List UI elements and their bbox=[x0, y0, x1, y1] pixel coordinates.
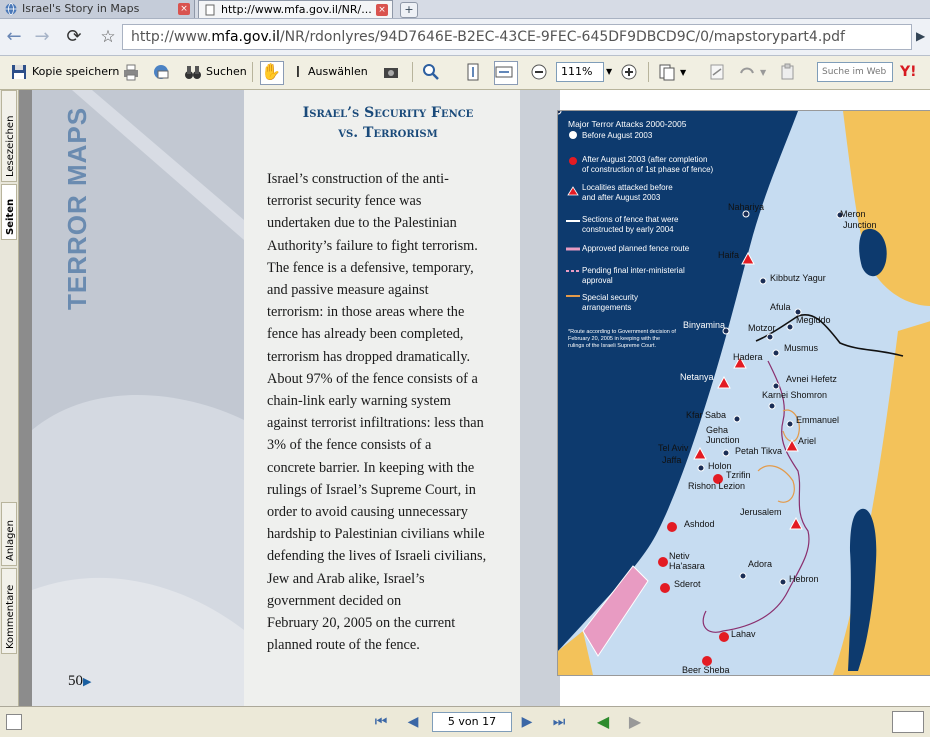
last-page-button[interactable]: ⏭ bbox=[552, 714, 566, 730]
zoom-out-button[interactable] bbox=[530, 62, 552, 82]
print-button[interactable] bbox=[122, 62, 144, 82]
map-place-label: Megiddo bbox=[796, 315, 831, 325]
map-place-label: Afula bbox=[770, 302, 791, 312]
binoculars-icon bbox=[184, 63, 202, 81]
attack-after-2003-marker bbox=[667, 522, 677, 532]
legend-after-2003-note: of construction of 1st phase of fence) bbox=[582, 165, 714, 174]
body-text-line: terrorism has dropped dramatically. bbox=[267, 348, 471, 365]
map-place-label: Geha bbox=[706, 425, 729, 435]
panel-toggle-icon[interactable] bbox=[6, 714, 22, 730]
map-place-label: Tel Aviv bbox=[658, 443, 689, 453]
map-place-label: Meron bbox=[840, 209, 866, 219]
body-text-line: and passive measure against bbox=[267, 282, 429, 299]
map-place-label: Lahav bbox=[731, 629, 756, 639]
body-text-line: chain-link early warning system bbox=[267, 393, 451, 410]
sign-document-icon bbox=[708, 63, 726, 81]
map-footnote-3: rulings of the Israeli Supreme Court. bbox=[568, 343, 657, 349]
attack-before-2003-marker bbox=[787, 421, 793, 427]
review-button[interactable]: ▼ bbox=[738, 62, 766, 82]
page-title bbox=[260, 103, 516, 143]
legend-fence-constructed: Sections of fence that were bbox=[582, 215, 679, 224]
body-text-line: planned route of the fence. bbox=[267, 637, 420, 654]
map-place-label: Tzrifin bbox=[726, 470, 751, 480]
map-place-label: Hebron bbox=[789, 574, 819, 584]
clipboard-icon bbox=[778, 63, 796, 81]
attack-before-2003-marker bbox=[773, 350, 779, 356]
zoom-level-field[interactable]: 111% bbox=[556, 62, 604, 82]
map-place-label: Motzor bbox=[748, 323, 776, 333]
document-viewport[interactable] bbox=[19, 90, 930, 706]
web-search-input[interactable]: Suche im Web bbox=[817, 62, 893, 82]
next-page-button[interactable]: ▶ bbox=[521, 714, 533, 730]
body-text-line: order to avoid causing unnecessary bbox=[267, 504, 468, 521]
close-tab-icon[interactable]: × bbox=[178, 3, 190, 15]
map-place-label: Jaffa bbox=[662, 455, 682, 465]
go-arrow-icon[interactable]: ▶ bbox=[916, 29, 926, 43]
map-place-label: Musmus bbox=[784, 343, 819, 353]
attack-before-2003-marker bbox=[698, 465, 704, 471]
body-text bbox=[267, 168, 512, 656]
attack-before-2003-marker bbox=[780, 579, 786, 585]
globe-icon bbox=[5, 3, 17, 15]
resize-grip-icon[interactable] bbox=[892, 711, 924, 733]
attack-before-2003-marker bbox=[734, 416, 740, 422]
status-bar bbox=[0, 706, 930, 737]
map-place-label: Sderot bbox=[674, 579, 701, 589]
map-place-label: Jerusalem bbox=[740, 507, 782, 517]
map-place-label: Avnei Hefetz bbox=[786, 374, 837, 384]
previous-page-button[interactable]: ◀ bbox=[407, 714, 419, 730]
new-tab-button[interactable]: + bbox=[400, 2, 418, 18]
body-text-line: hardship to Palestinian civilians while bbox=[267, 526, 485, 543]
tab-pdf[interactable] bbox=[198, 0, 393, 18]
map-place-label: Rishon Lezion bbox=[688, 481, 746, 491]
back-arrow-icon[interactable]: ← bbox=[6, 26, 22, 47]
section-vertical-title bbox=[62, 210, 92, 310]
body-text-line: undertaken due to the Palestinian bbox=[267, 215, 457, 232]
map-place-label: Hadera bbox=[733, 352, 763, 362]
pdf-toolbar bbox=[0, 56, 930, 90]
fit-page-icon bbox=[464, 63, 482, 81]
legend-localities: Localities attacked before bbox=[582, 183, 673, 192]
map-place-label: Junction bbox=[706, 435, 740, 445]
pages-icon bbox=[658, 63, 676, 81]
magnifier-icon bbox=[422, 63, 440, 81]
zoom-in-button[interactable] bbox=[620, 62, 642, 82]
page-title-line-2: vs. Terrorism bbox=[338, 125, 438, 141]
attack-before-2003-marker bbox=[787, 324, 793, 330]
legend-special: Special security bbox=[582, 293, 639, 302]
bookmark-star-icon[interactable]: ☆ bbox=[100, 27, 116, 47]
hand-tool-button[interactable] bbox=[260, 61, 284, 85]
sign-button[interactable] bbox=[708, 62, 730, 82]
close-tab-icon[interactable]: × bbox=[376, 4, 388, 16]
toolbar-separator bbox=[648, 62, 649, 82]
map-footnote-1: *Route according to Government decision of bbox=[568, 329, 676, 335]
map-place-label: Ariel bbox=[798, 436, 817, 446]
tab-israels-story[interactable] bbox=[0, 0, 195, 18]
body-text-line: 3% of the fence consists of a bbox=[267, 437, 432, 454]
legend-fence-constructed-2: constructed by early 2004 bbox=[582, 225, 674, 234]
tab-title: Israel's Story in Maps bbox=[22, 2, 140, 15]
map-place-label: Kibbutz Yagur bbox=[770, 273, 826, 283]
attack-before-2003-marker bbox=[769, 403, 775, 409]
map-place-label: Nahariya bbox=[728, 202, 765, 212]
page-title-line-1: Israel’s Security Fence bbox=[302, 105, 474, 121]
attack-before-2003-marker bbox=[760, 278, 766, 284]
legend-before-2003: Before August 2003 bbox=[582, 131, 653, 140]
map-place-label: Ha'asara bbox=[669, 561, 705, 571]
body-text-line: About 97% of the fence consists of a bbox=[267, 370, 478, 387]
save-copy-button[interactable]: Kopie speichern bbox=[10, 62, 119, 82]
body-text-line: February 20, 2005 on the current bbox=[267, 615, 456, 632]
map-place-label: Netanya bbox=[680, 372, 714, 382]
bookmarks-tab[interactable]: Lesezeichen bbox=[1, 90, 17, 182]
map-place-label: Netiv bbox=[669, 551, 690, 561]
text-cursor-icon: I bbox=[295, 63, 301, 81]
body-text-line: Israel’s construction of the anti- bbox=[267, 171, 449, 187]
body-text-line: terrorism: in those areas where the bbox=[267, 304, 465, 321]
find-button[interactable]: Suchen bbox=[184, 62, 247, 82]
pdf-page bbox=[32, 90, 930, 706]
tab-title: http://www.mfa.gov.il/NR/... bbox=[221, 3, 372, 16]
select-tool-button[interactable]: I Auswählen bbox=[292, 62, 368, 82]
attack-after-2003-marker bbox=[719, 632, 729, 642]
legend-pending-2: approval bbox=[582, 276, 613, 285]
yahoo-logo-icon[interactable]: Y! bbox=[900, 64, 917, 80]
body-text-line: terrorist security fence was bbox=[267, 193, 422, 210]
attack-after-2003-marker bbox=[660, 583, 670, 593]
map-place-label: Binyamina bbox=[683, 320, 726, 330]
plus-circle-icon bbox=[620, 63, 638, 81]
map-place-label: Emmanuel bbox=[796, 415, 840, 425]
zoom-tool-button[interactable] bbox=[422, 62, 444, 82]
document-icon bbox=[204, 4, 216, 16]
reload-icon[interactable]: ⟳ bbox=[66, 26, 82, 47]
page-marker-icon: ▶ bbox=[83, 676, 92, 688]
zoom-dropdown-icon[interactable]: ▼ bbox=[606, 67, 613, 76]
previous-view-button[interactable]: ◀ bbox=[596, 712, 610, 731]
body-text-line: concrete barrier. In keeping with the bbox=[267, 459, 475, 476]
body-text-line: Authority’s failure to fight terrorism. bbox=[267, 237, 478, 254]
forward-arrow-icon[interactable]: → bbox=[34, 26, 50, 47]
map-footnote-2: February 20, 2005 in keeping with the bbox=[568, 336, 661, 342]
fit-height-button[interactable] bbox=[464, 62, 486, 82]
floppy-disk-icon bbox=[10, 63, 28, 81]
body-text-line: rulings of Israel’s Supreme Court, in bbox=[267, 481, 476, 498]
map-place-label: Ashdod bbox=[684, 519, 715, 529]
attack-before-2003-marker bbox=[740, 573, 746, 579]
toolbar-separator bbox=[412, 62, 413, 82]
pages-tab[interactable]: Seiten bbox=[1, 184, 17, 240]
printer-icon bbox=[122, 63, 140, 81]
comments-tab[interactable]: Kommentare bbox=[1, 568, 17, 654]
attack-after-2003-marker bbox=[658, 557, 668, 567]
email-globe-icon bbox=[152, 63, 170, 81]
terror-attacks-map bbox=[557, 110, 930, 676]
map-place-label: Adora bbox=[748, 559, 773, 569]
legend-pending: Pending final inter-ministerial bbox=[582, 266, 685, 275]
map-place-label: Holon bbox=[708, 461, 732, 471]
next-view-button[interactable]: ▶ bbox=[628, 712, 642, 731]
snapshot-button[interactable] bbox=[382, 62, 404, 82]
copy-button[interactable] bbox=[778, 62, 800, 82]
legend-after-2003: After August 2003 (after completion bbox=[582, 155, 708, 164]
body-text-line: government decided on bbox=[267, 592, 402, 609]
address-bar-row bbox=[0, 19, 930, 56]
page-number: 50▶ bbox=[68, 673, 92, 689]
map-legend-title: Major Terror Attacks 2000-2005 bbox=[568, 119, 687, 129]
map-place-label: Beer Sheba bbox=[682, 665, 730, 675]
map-place-label: Karnei Shomron bbox=[762, 390, 828, 400]
map-place-label: Haifa bbox=[718, 250, 740, 260]
url-field[interactable]: http://www.mfa.gov.il/NR/rdonlyres/94D7646E-B2EC-43CE-9FEC-645DF9DBCD9C/0/mapstorypart4.pdf bbox=[122, 24, 912, 50]
map-place-label: Kfar Saba bbox=[686, 410, 727, 420]
body-text-line: fence has already been completed, bbox=[267, 326, 464, 343]
attack-before-2003-marker bbox=[723, 450, 729, 456]
legend-special-2: arrangements bbox=[582, 303, 632, 312]
navigation-panel bbox=[0, 90, 19, 706]
legend-localities-2: and after August 2003 bbox=[582, 193, 661, 202]
attack-before-2003-marker bbox=[773, 383, 779, 389]
map-place-label: Petah Tikva bbox=[735, 446, 783, 456]
fit-width-icon bbox=[495, 63, 513, 81]
map-place-label: Junction bbox=[843, 220, 877, 230]
body-text-line: defending the lives of Israeli civilians, bbox=[267, 548, 487, 565]
undo-arrow-icon bbox=[738, 63, 756, 81]
tab-bar bbox=[0, 0, 930, 19]
minus-circle-icon bbox=[530, 63, 548, 81]
photo-strip bbox=[520, 90, 560, 706]
body-text-line: against terrorist infiltrations: less than bbox=[267, 415, 484, 432]
page-number-field[interactable]: 5 von 17 bbox=[432, 712, 512, 732]
attachments-tab[interactable]: Anlagen bbox=[1, 502, 17, 566]
body-text-line: The fence is a defensive, temporary, bbox=[267, 259, 474, 276]
attack-before-2003-marker bbox=[767, 334, 773, 340]
first-page-button[interactable]: ⏮ bbox=[374, 714, 388, 730]
camera-icon bbox=[382, 63, 400, 81]
email-button[interactable] bbox=[152, 62, 174, 82]
page-layout-button[interactable]: ▼ bbox=[658, 62, 686, 82]
toolbar-separator bbox=[252, 62, 253, 82]
hand-icon: ✋ bbox=[261, 62, 281, 81]
fit-width-button[interactable] bbox=[494, 61, 518, 85]
legend-approved-route: Approved planned fence route bbox=[582, 244, 690, 253]
body-text-line: Jew and Arab alike, Israel’s bbox=[267, 570, 425, 587]
